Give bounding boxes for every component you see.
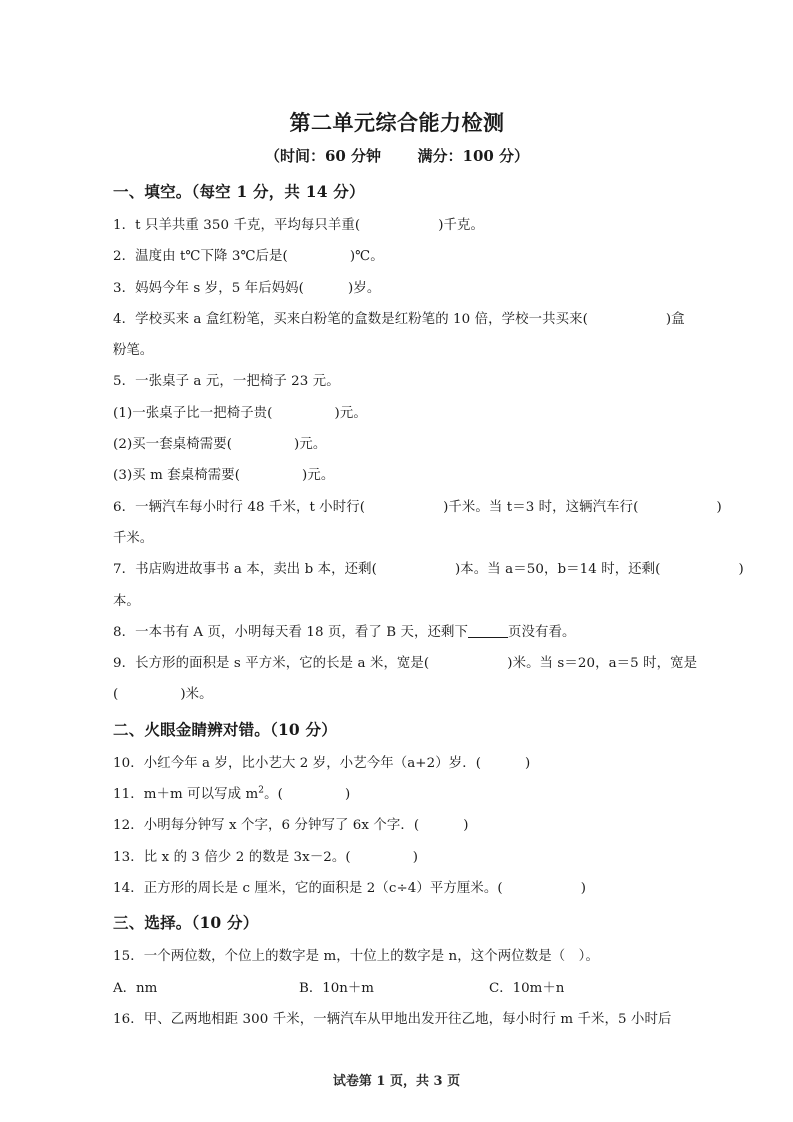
page-title: 第二单元综合能力检测 — [289, 110, 505, 135]
section-heading: 三、选择。（10 分） — [113, 913, 259, 933]
question-text-tail: 页没有看。 — [508, 624, 576, 640]
question-line — [113, 429, 681, 460]
question-text: (1)一张桌子比一把椅子贵( — [113, 405, 273, 421]
question-text-tail: )岁。 — [348, 280, 381, 296]
question-line — [113, 748, 681, 779]
question-text-tail: ) — [738, 562, 744, 578]
question-text: 10．小红今年 a 岁，比小艺大 2 岁，小艺今年（a+2）岁．( — [113, 755, 482, 771]
question-text-tail: )元。 — [334, 405, 367, 421]
question-line — [113, 366, 681, 397]
question-text: 2．温度由 t℃下降 3℃后是( — [113, 249, 288, 265]
question-line — [113, 398, 681, 429]
question-line — [113, 842, 681, 873]
question-text-tail: )元。 — [302, 468, 335, 484]
question-text: 14．正方形的周长是 c 厘米，它的面积是 2（c÷4）平方厘米。( — [113, 880, 503, 896]
question-line — [113, 554, 744, 585]
choice-option-a[interactable]: A．nm — [113, 980, 158, 996]
question-text: 16．甲、乙两地相距 300 千米，一辆汽车从甲地出发开往乙地，每小时行 m 千米，5 小时后 — [113, 1011, 672, 1027]
question-line — [113, 460, 681, 491]
section-heading: 二、火眼金睛辨对错。（10 分） — [113, 719, 337, 739]
question-text-tail: ) — [580, 880, 587, 896]
question-text: 12．小明每分钟写 x 个字，6 分钟写了 6x 个字．( — [113, 818, 420, 834]
question-line — [113, 241, 681, 272]
question-text: 4．学校买来 a 盒红粉笔，买来白粉笔的盒数是红粉笔的 10 倍，学校一共买来( — [113, 311, 588, 327]
question-line — [113, 210, 681, 241]
question-text: 1．t 只羊共重 350 千克，平均每只羊重( — [113, 218, 361, 233]
sections-root — [113, 179, 744, 1035]
question-line — [113, 873, 681, 904]
question-continuation — [113, 586, 681, 617]
question-text: (2)买一套桌椅需要( — [113, 437, 233, 453]
question-text: 5．一张桌子 a 元，一把椅子 23 元。 — [113, 374, 340, 390]
question-text: 粉笔。 — [113, 343, 154, 359]
question-text-tail: ) — [716, 499, 722, 515]
question-line — [113, 1004, 681, 1035]
question-text: 8．一本书有 A 页，小明每天看 18 页，看了 B 天，还剩下 — [113, 624, 469, 640]
question-text: 11．m＋m 可以写成 m — [113, 787, 259, 803]
question-text: 本。 — [113, 593, 140, 609]
question-line — [113, 779, 681, 810]
exam-total-score: 满分：100 分） — [417, 147, 530, 165]
exam-meta — [113, 142, 681, 170]
question-text: 9．长方形的面积是 s 平方米，它的长是 a 米，宽是( — [113, 656, 430, 672]
question-line — [113, 810, 681, 841]
choice-option-c[interactable]: C．10m＋n — [489, 980, 565, 996]
question-text-mid: )千米。当 t＝3 时，这辆汽车行( — [443, 499, 639, 515]
question-text-tail: )米。当 s＝20，a＝5 时，宽是 — [507, 656, 698, 672]
question-text-mid: )本。当 a＝50，b＝14 时，还剩( — [454, 562, 661, 578]
question-text-tail: ) — [463, 818, 469, 834]
choice-option-b[interactable]: B．10n＋m — [299, 980, 374, 996]
question-text-tail: ) — [525, 755, 531, 771]
question-text: 6．一辆汽车每小时行 48 千米，t 小时行( — [113, 499, 366, 515]
question-continuation — [113, 523, 681, 554]
question-line — [113, 273, 681, 304]
question-text: (3)买 m 套桌椅需要( — [113, 468, 241, 484]
question-text-tail: )元。 — [294, 437, 327, 453]
page-footer: 试卷第 1 页，共 3 页 — [332, 1074, 461, 1089]
question-text-tail: )米。 — [180, 687, 213, 703]
question-line — [113, 304, 685, 335]
question-text-tail: )盒 — [665, 311, 685, 327]
question-text-tail: )℃。 — [349, 249, 384, 265]
question-text-tail: ) — [344, 787, 351, 803]
question-text: 7．书店购进故事书 a 本，卖出 b 本，还剩( — [113, 562, 377, 578]
section-heading: 一、填空。（每空 1 分，共 14 分） — [113, 182, 365, 201]
answer-blank-underline[interactable] — [468, 624, 508, 638]
question-text: 15．一个两位数，个位上的数字是 m，十位上的数字是 n，这个两位数是（ ）。 — [113, 949, 599, 965]
choice-row — [113, 973, 681, 1004]
question-text: 13．比 x 的 3 倍少 2 的数是 3x－2。( — [113, 849, 351, 865]
exam-duration: （时间：60 分钟 — [264, 147, 382, 165]
question-line — [113, 679, 681, 710]
question-text-tail: ) — [412, 849, 419, 865]
question-text: ( — [113, 687, 119, 703]
exponent: 2 — [258, 785, 265, 796]
question-line — [113, 617, 681, 648]
question-line — [113, 648, 698, 679]
question-text-tail: )千克。 — [438, 218, 485, 233]
question-text-mid: 。( — [264, 787, 283, 803]
page-content — [113, 108, 744, 1035]
question-continuation — [113, 335, 681, 366]
question-line — [113, 941, 681, 972]
question-text: 千米。 — [113, 530, 154, 546]
question-text: 3．妈妈今年 s 岁，5 年后妈妈( — [113, 280, 305, 296]
question-line — [113, 492, 722, 523]
